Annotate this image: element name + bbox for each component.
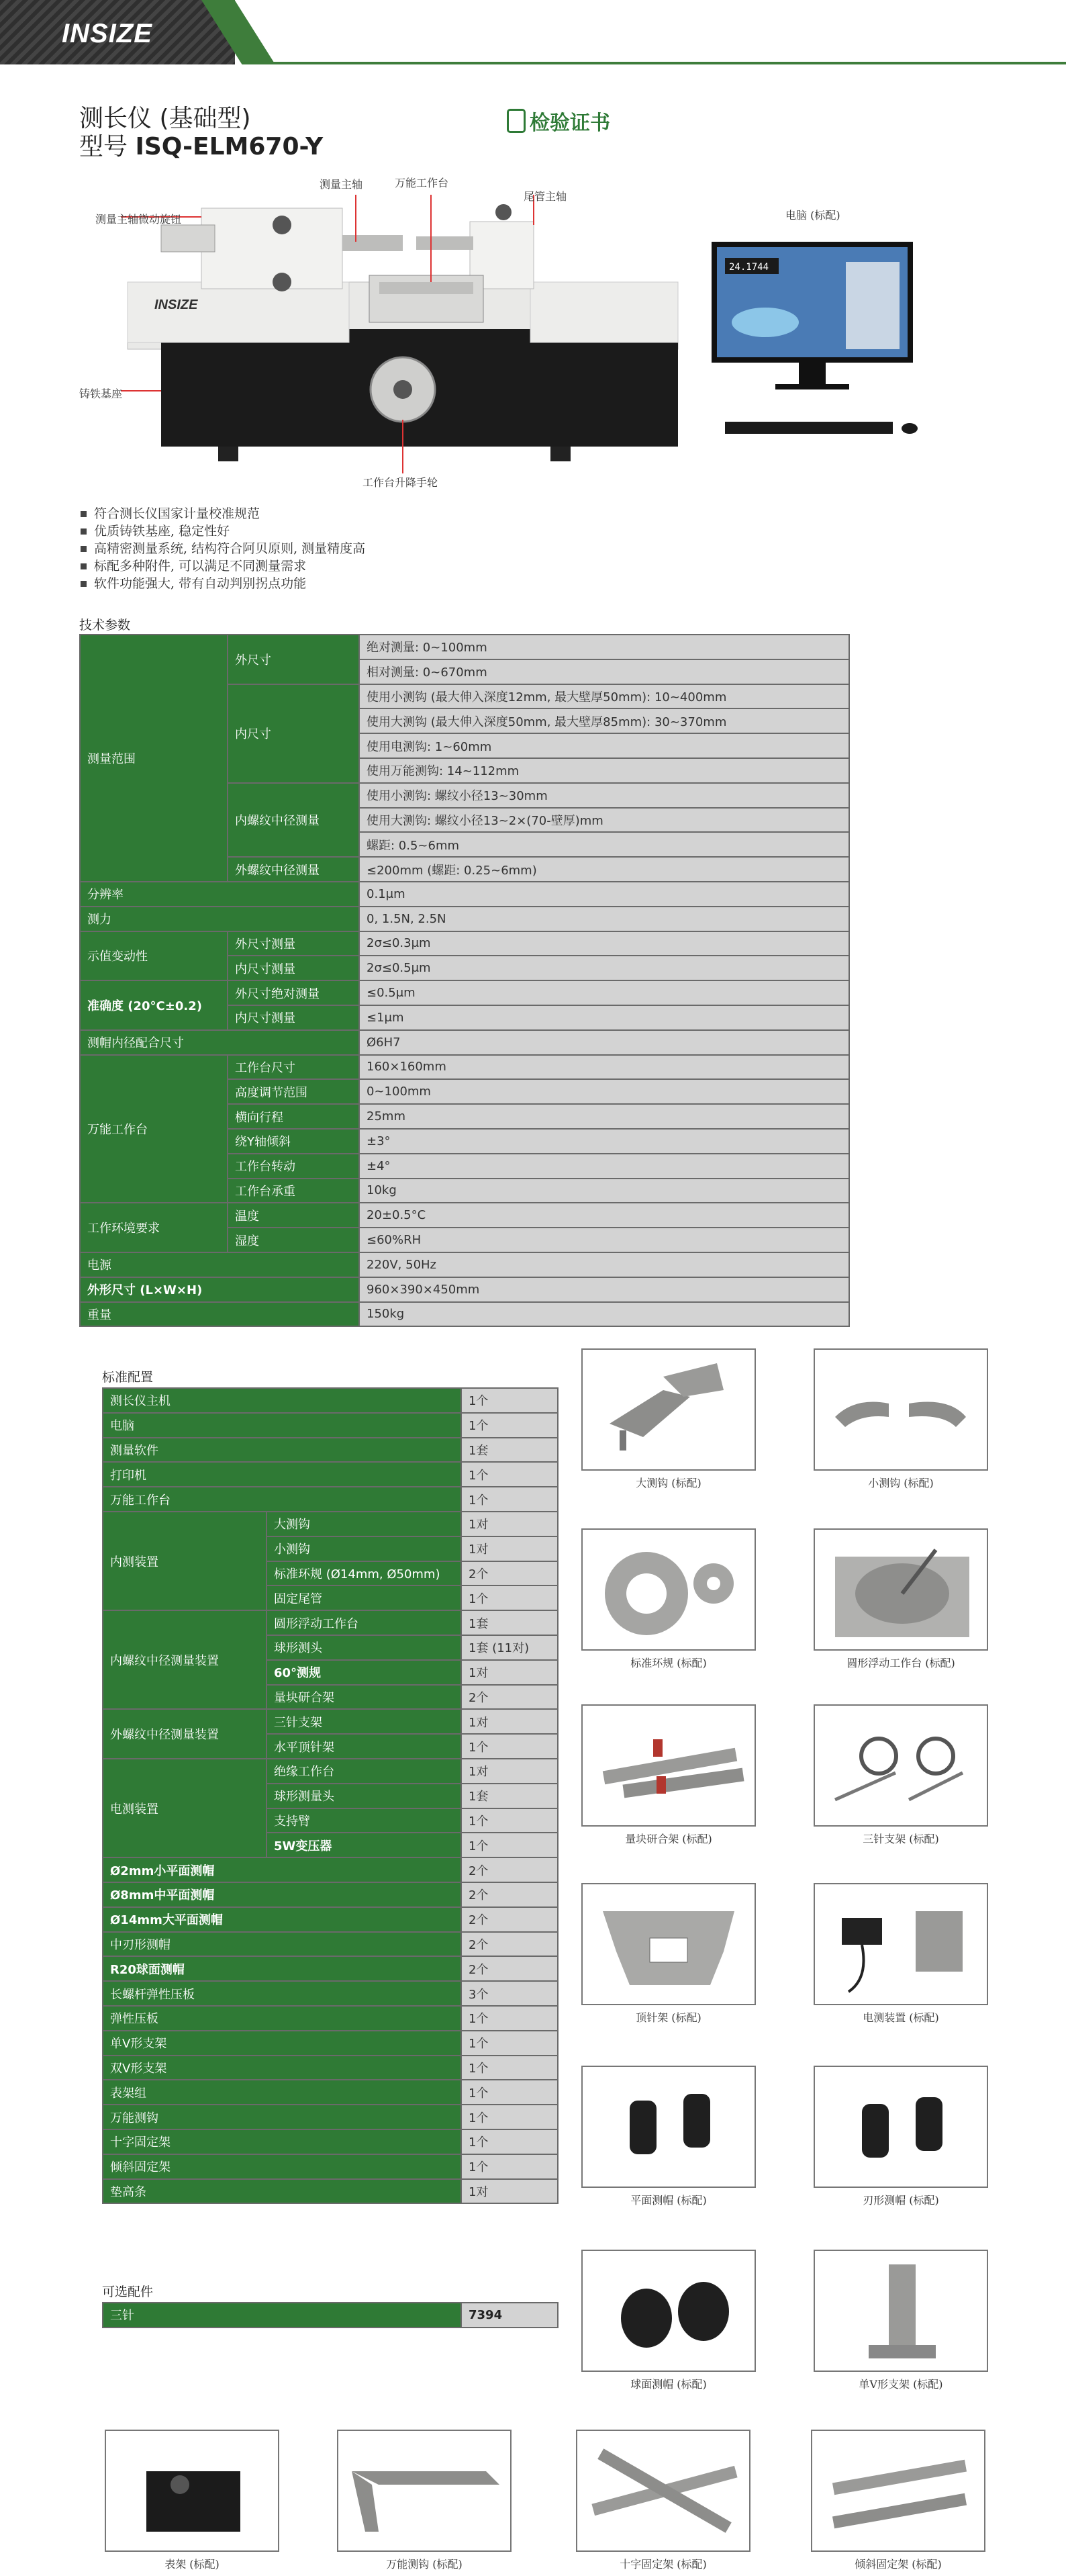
spec-label: 内尺寸	[228, 684, 359, 783]
spec-value: 2σ≤0.3μm	[359, 931, 849, 956]
small-hook-photo	[814, 1348, 988, 1471]
spec-value: ±4°	[359, 1154, 849, 1179]
std-item: 5W变压器	[266, 1833, 461, 1857]
caption-stand: 表架 (标配)	[164, 2558, 220, 2571]
std-item: 倾斜固定架	[103, 2154, 461, 2179]
spec-label: 工作台转动	[228, 1154, 359, 1179]
std-qty: 1个	[461, 2154, 558, 2179]
spec-label: 内尺寸测量	[228, 1005, 359, 1030]
spec-label: 测力	[80, 907, 359, 931]
std-item: 测长仪主机	[103, 1388, 461, 1413]
caption-float-table: 圆形浮动工作台 (标配)	[846, 1657, 955, 1669]
std-qty: 1个	[461, 1585, 558, 1610]
std-qty: 1对	[461, 2179, 558, 2204]
ring-gauge-photo	[581, 1528, 756, 1651]
spec-value: ≤60%RH	[359, 1228, 849, 1252]
spec-value: 使用大测钩 (最大伸入深度50mm, 最大壁厚85mm): 30~370mm	[359, 708, 849, 733]
computer-illustration	[705, 242, 926, 443]
std-item: 垫高条	[103, 2179, 461, 2204]
spec-label: 电源	[80, 1252, 359, 1277]
std-qty: 1对	[461, 1660, 558, 1685]
spec-label: 准确度 (20°C±0.2)	[80, 980, 228, 1030]
length-measuring-machine-illustration	[121, 195, 691, 477]
spec-value: 使用小测钩 (最大伸入深度12mm, 最大壁厚50mm): 10~400mm	[359, 684, 849, 709]
caption-blade-cap: 刃形测帽 (标配)	[863, 2194, 939, 2207]
std-qty: 1套	[461, 1438, 558, 1463]
std-qty: 3个	[461, 1981, 558, 2006]
feature-item: 软件功能强大, 带有自动判别拐点功能	[79, 575, 365, 592]
spec-value: ±3°	[359, 1129, 849, 1154]
spec-value: 绝对测量: 0~100mm	[359, 635, 849, 659]
std-item: 双V形支架	[103, 2056, 461, 2080]
std-qty: 1个	[461, 1833, 558, 1857]
std-qty: 2个	[461, 1956, 558, 1981]
brand-logo: INSIZE	[62, 19, 152, 48]
product-name: 测长仪 (基础型)	[79, 105, 251, 132]
spec-value: Ø6H7	[359, 1030, 849, 1055]
certificate-label: 检验证书	[530, 111, 610, 135]
std-item: 量块研合架	[266, 1685, 461, 1710]
spec-label: 工作环境要求	[80, 1203, 228, 1252]
std-item: 测量软件	[103, 1438, 461, 1463]
std-qty: 1套 (11对)	[461, 1635, 558, 1660]
model-number: ISQ-ELM670-Y	[135, 133, 324, 160]
std-group: 外螺纹中径测量装置	[103, 1709, 266, 1759]
screen-reading: 24.1744	[729, 262, 769, 273]
std-qty: 1个	[461, 2080, 558, 2105]
univ-hook-photo	[337, 2430, 512, 2552]
product-model-line	[79, 128, 323, 162]
std-qty: 1对	[461, 1536, 558, 1561]
std-qty: 2个	[461, 1907, 558, 1932]
std-qty: 1对	[461, 1512, 558, 1536]
callout-universal-table: 万能工作台	[395, 177, 449, 189]
floating-table-photo	[814, 1528, 988, 1651]
spec-value: 20±0.5°C	[359, 1203, 849, 1228]
spec-value: ≤0.5μm	[359, 980, 849, 1005]
callout-measure-spindle: 测量主轴	[320, 178, 363, 191]
caption-flat-cap: 平面测帽 (标配)	[630, 2194, 707, 2207]
certificate-badge	[507, 106, 610, 136]
spec-value: 960×390×450mm	[359, 1277, 849, 1302]
std-item: 小测钩	[266, 1536, 461, 1561]
std-item: 长螺杆弹性压板	[103, 1981, 461, 2006]
spec-table	[79, 634, 850, 1327]
std-qty: 1个	[461, 1388, 558, 1413]
spec-value: 2σ≤0.5μm	[359, 956, 849, 980]
single-v-photo	[814, 2250, 988, 2372]
tilt-holder-photo	[811, 2430, 985, 2552]
spec-value: ≤200mm (螺距: 0.25~6mm)	[359, 857, 849, 882]
spec-label: 工作台承重	[228, 1179, 359, 1203]
model-prefix: 型号	[79, 133, 128, 160]
stand-photo	[105, 2430, 279, 2552]
optional-accessories-table	[102, 2302, 559, 2328]
certificate-icon	[507, 109, 526, 133]
caption-tilt: 倾斜固定架 (标配)	[855, 2558, 942, 2571]
optional-section-title: 可选配件	[102, 2285, 154, 2299]
std-qty: 1个	[461, 2105, 558, 2129]
spec-value: 150kg	[359, 1302, 849, 1327]
std-section-title: 标准配置	[102, 1370, 154, 1385]
standard-config-table	[102, 1387, 559, 2204]
flat-cap-photo	[581, 2066, 756, 2188]
caption-single-v: 单V形支架 (标配)	[859, 2378, 943, 2391]
std-item: 水平顶针架	[266, 1734, 461, 1759]
feature-item: 符合测长仪国家计量校准规范	[79, 505, 365, 522]
caption-top-holder: 顶针架 (标配)	[636, 2011, 701, 2024]
std-item: 十字固定架	[103, 2129, 461, 2154]
std-item: 60°测规	[266, 1660, 461, 1685]
spec-label: 外尺寸	[228, 635, 359, 684]
spec-value: 10kg	[359, 1179, 849, 1203]
std-item: 电脑	[103, 1413, 461, 1438]
spec-label: 分辨率	[80, 882, 359, 907]
std-qty: 2个	[461, 1932, 558, 1957]
callout-computer: 电脑 (标配)	[785, 209, 840, 222]
std-item: 绝缘工作台	[266, 1759, 461, 1784]
std-item: R20球面测帽	[103, 1956, 461, 1981]
caption-univ-hook: 万能测钩 (标配)	[386, 2558, 463, 2571]
spec-label: 示值变动性	[80, 931, 228, 981]
spec-label: 湿度	[228, 1228, 359, 1252]
std-item: 单V形支架	[103, 2031, 461, 2056]
callout-cast-base: 铸铁基座	[79, 387, 123, 400]
std-item: 三针支架	[266, 1709, 461, 1734]
spec-value: 0~100mm	[359, 1079, 849, 1104]
spec-value: 使用万能测钩: 14~112mm	[359, 758, 849, 783]
std-item: 弹性压板	[103, 2006, 461, 2031]
spec-value: 0.1μm	[359, 882, 849, 907]
spec-label: 工作台尺寸	[228, 1055, 359, 1080]
std-qty: 1套	[461, 1784, 558, 1808]
std-qty: 2个	[461, 1857, 558, 1882]
opt-item: 三针	[103, 2303, 461, 2328]
spec-label: 绕Y轴倾斜	[228, 1129, 359, 1154]
std-qty: 1个	[461, 2006, 558, 2031]
std-group: 内螺纹中径测量装置	[103, 1610, 266, 1709]
std-item: 球形测头	[266, 1635, 461, 1660]
big-hook-photo	[581, 1348, 756, 1471]
spec-label: 外形尺寸 (L×W×H)	[80, 1277, 359, 1302]
spec-label: 测帽内径配合尺寸	[80, 1030, 359, 1055]
block-holder-photo	[581, 1704, 756, 1827]
header-band	[0, 0, 1066, 64]
three-pin-holder-photo	[814, 1704, 988, 1827]
caption-big-hook: 大测钩 (标配)	[636, 1477, 701, 1489]
std-item: 万能工作台	[103, 1487, 461, 1512]
std-item: 大测钩	[266, 1512, 461, 1536]
std-group: 电测装置	[103, 1759, 266, 1857]
std-qty: 1个	[461, 2056, 558, 2080]
std-item: Ø2mm小平面测帽	[103, 1857, 461, 1882]
caption-rings: 标准环规 (标配)	[630, 1657, 707, 1669]
spec-label: 外螺纹中径测量	[228, 857, 359, 882]
spec-value: 0, 1.5N, 2.5N	[359, 907, 849, 931]
spec-section-title: 技术参数	[79, 618, 131, 633]
top-holder-photo	[581, 1883, 756, 2005]
caption-cross: 十字固定架 (标配)	[620, 2558, 707, 2571]
spec-label: 测量范围	[80, 635, 228, 882]
std-qty: 2个	[461, 1561, 558, 1586]
callout-tailstock-spindle: 尾管主轴	[524, 190, 567, 203]
std-item: 中刃形测帽	[103, 1932, 461, 1957]
std-qty: 1套	[461, 1610, 558, 1635]
spec-label: 重量	[80, 1302, 359, 1327]
machine-logo: INSIZE	[154, 297, 198, 312]
caption-small-hook: 小测钩 (标配)	[868, 1477, 934, 1489]
std-qty: 1对	[461, 1759, 558, 1784]
std-qty: 1个	[461, 2031, 558, 2056]
cross-holder-photo	[576, 2430, 750, 2552]
std-item: 标准环规 (Ø14mm, Ø50mm)	[266, 1561, 461, 1586]
spec-label: 万能工作台	[80, 1055, 228, 1203]
std-item: 表架组	[103, 2080, 461, 2105]
std-item: 万能测钩	[103, 2105, 461, 2129]
std-qty: 2个	[461, 1685, 558, 1710]
feature-item: 高精密测量系统, 结构符合阿贝原则, 测量精度高	[79, 540, 365, 557]
caption-elec: 电测装置 (标配)	[863, 2011, 939, 2024]
std-qty: 1个	[461, 1462, 558, 1487]
std-item: 球形测量头	[266, 1784, 461, 1808]
spec-label: 外尺寸绝对测量	[228, 980, 359, 1005]
spec-value: ≤1μm	[359, 1005, 849, 1030]
spec-value: 25mm	[359, 1104, 849, 1129]
spec-label: 外尺寸测量	[228, 931, 359, 956]
electric-device-photo	[814, 1883, 988, 2005]
spec-value: 使用电测钩: 1~60mm	[359, 733, 849, 758]
std-item: 打印机	[103, 1462, 461, 1487]
spec-label: 温度	[228, 1203, 359, 1228]
spec-value: 220V, 50Hz	[359, 1252, 849, 1277]
blade-cap-photo	[814, 2066, 988, 2188]
header-green-line	[255, 62, 1066, 64]
std-qty: 1对	[461, 1709, 558, 1734]
spec-value: 使用大测钩: 螺纹小径13~2×(70-壁厚)mm	[359, 808, 849, 833]
caption-ball-cap: 球面测帽 (标配)	[630, 2378, 707, 2391]
spec-value: 相对测量: 0~670mm	[359, 659, 849, 684]
std-qty: 1个	[461, 1487, 558, 1512]
std-item: 支持臂	[266, 1808, 461, 1833]
std-item: 圆形浮动工作台	[266, 1610, 461, 1635]
feature-list	[79, 505, 365, 592]
ball-cap-photo	[581, 2250, 756, 2372]
std-item: 固定尾管	[266, 1585, 461, 1610]
std-qty: 2个	[461, 1882, 558, 1907]
std-item: Ø14mm大平面测帽	[103, 1907, 461, 1932]
std-qty: 1个	[461, 1808, 558, 1833]
spec-label: 横向行程	[228, 1104, 359, 1129]
feature-item: 优质铸铁基座, 稳定性好	[79, 522, 365, 540]
caption-block-holder: 量块研合架 (标配)	[625, 1833, 712, 1845]
opt-code: 7394	[461, 2303, 558, 2328]
callout-micro-knob: 测量主轴微动旋钮	[95, 213, 182, 226]
std-item: Ø8mm中平面测帽	[103, 1882, 461, 1907]
spec-label: 内螺纹中径测量	[228, 783, 359, 857]
spec-label: 内尺寸测量	[228, 956, 359, 980]
std-qty: 1个	[461, 2129, 558, 2154]
spec-value: 160×160mm	[359, 1055, 849, 1080]
spec-label: 高度调节范围	[228, 1079, 359, 1104]
std-group: 内测装置	[103, 1512, 266, 1610]
std-qty: 1个	[461, 1413, 558, 1438]
callout-lift-handwheel: 工作台升降手轮	[362, 476, 438, 489]
spec-value: 使用小测钩: 螺纹小径13~30mm	[359, 783, 849, 808]
spec-value: 螺距: 0.5~6mm	[359, 832, 849, 857]
std-qty: 1个	[461, 1734, 558, 1759]
caption-three-pin: 三针支架 (标配)	[863, 1833, 939, 1845]
feature-item: 标配多种附件, 可以满足不同测量需求	[79, 557, 365, 575]
